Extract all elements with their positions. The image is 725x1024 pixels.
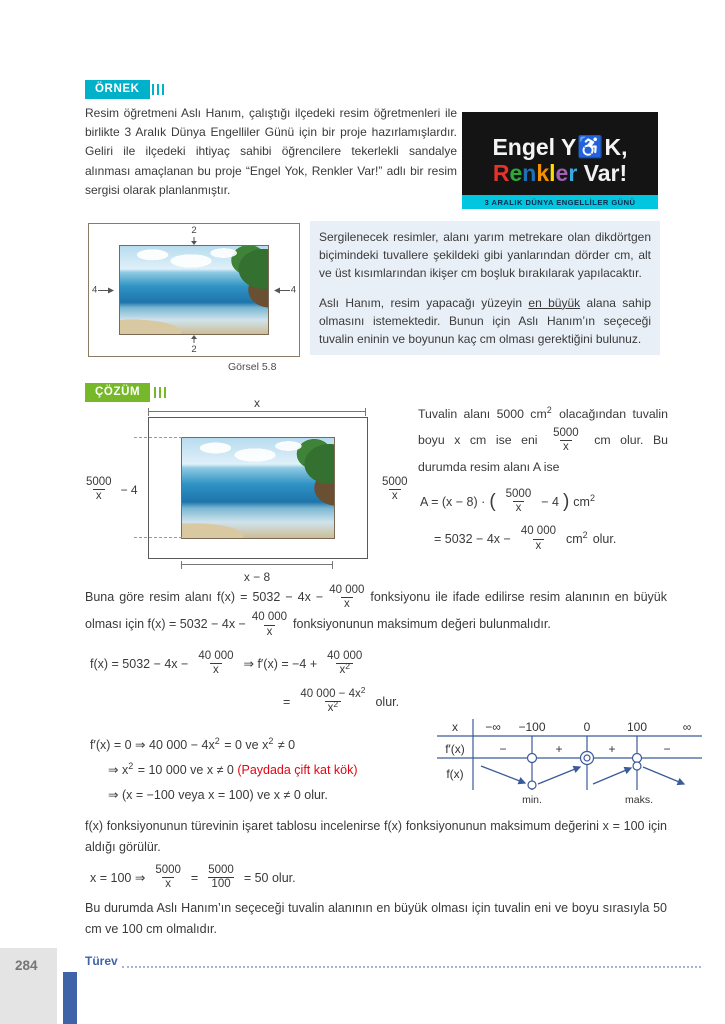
cozum-badge-label: ÇÖZÜM: [95, 386, 141, 398]
left-margin-annotation: [92, 285, 115, 296]
poster-letter: R: [492, 159, 510, 186]
poster: [462, 112, 658, 209]
underlined-en-buyuk: en büyük: [528, 295, 581, 310]
fraction: $\frac{40 000}{x}$: [329, 584, 365, 611]
diagram-painting: [181, 437, 335, 539]
svg-text:−100: −100: [518, 720, 546, 734]
poster-title-line2: [493, 160, 627, 186]
solution-paragraph-1: Tuvalin alanı 5000 $cm^2$ olacağından tuvalin boyu x cm ise eni $\frac{5000}{x}$ cm olur. Bu durumda resim alanı A ise: [418, 405, 668, 474]
problem-statement: [310, 221, 660, 355]
fraction: $\frac{5000}{x}$: [382, 476, 408, 503]
ornek-badge-stripes-icon: [152, 84, 166, 95]
poster-text-k: K,: [604, 133, 628, 160]
poster-letter: r: [568, 159, 578, 186]
page-number: 284: [15, 958, 38, 973]
fraction: $\frac{40 000}{x^2}$: [327, 650, 363, 677]
table-analysis-paragraph: f(x) fonksiyonunun türevinin işaret tablosu incelenirse f(x) fonksiyonunun maksimum değerini x = 100 için aldığı görülür.: [85, 819, 667, 854]
poster-strip: 3 ARALIK DÜNYA ENGELLİLER GÜNÜ: [462, 195, 658, 209]
arrow-up-icon: [190, 335, 198, 343]
poster-text-var: Var!: [577, 159, 628, 186]
canvas-frame: [88, 223, 300, 357]
ornek-badge: [85, 80, 150, 99]
bottom-margin-annotation: [190, 335, 198, 355]
diagram-x-label: x: [254, 396, 260, 410]
solution-text-column: [418, 402, 668, 553]
poster-letter: e: [509, 159, 523, 186]
table-min-label: min.: [522, 794, 542, 806]
poster-letter: l: [549, 159, 556, 186]
footer: [85, 954, 701, 968]
svg-text:−∞: −∞: [485, 720, 501, 734]
diagram-bottom-label: x − 8: [243, 570, 271, 584]
fraction: 5000 x: [505, 487, 532, 515]
poster-title-line1: [492, 135, 627, 160]
fraction: $\frac{5000}{x}$: [553, 427, 579, 454]
canvas-figure: [88, 223, 300, 375]
figure-caption: Görsel 5.8: [228, 361, 277, 373]
fx-definition-paragraph: Buna göre resim alanı f(x) = 5032 − 4x − $\frac{40 000}{x}$ fonksiyonu ile ifade edilirse resim alanının en büyük olması için f(x) = 5032 − 4x − $\frac{40 000}{x}$ fonksiyonunun maksimum değeri bulunmalıdır.: [85, 584, 667, 638]
svg-text:∞: ∞: [682, 720, 692, 734]
problem-paragraph-1: Sergilenecek resimler, alanı yarım metrekare olan dikdörtgen biçimindeki tuvallere şekildeki gibi yanlarından dörder cm, alt ve üst kısımlarından ikişer cm boşluk bırakılarak yapılacaktır.: [319, 230, 651, 281]
right-margin-value: 4: [290, 284, 296, 296]
problem-2-post: alana sahip olmasını istemektedir. Bunun için Aslı Hanım’ın seçeceği tuvalin eninin ve boyunun kaç cm olması gerektiğini bulunuz.: [319, 295, 651, 347]
fraction: $\frac{5000}{100}$: [208, 864, 234, 891]
svg-text:+: +: [555, 742, 563, 756]
fraction: $\frac{40 000}{x}$: [520, 525, 556, 552]
roots-line-1: f′(x) = 0 ⇒ 40 $000 - 4x^2 = 0$ ve $x^2 \ne 0$: [90, 736, 296, 752]
left-margin-value: 4: [92, 284, 98, 296]
top-margin-annotation: [190, 225, 198, 245]
diagram-right-label: [376, 476, 414, 503]
arrow-left-icon: [273, 286, 290, 294]
poster-letter: e: [555, 159, 569, 186]
fraction: $\frac{5000}{x}$: [155, 864, 181, 891]
top-margin-value: 2: [191, 225, 197, 236]
arrow-down-icon: [190, 237, 198, 245]
diagram-dashed-guide-bottom: [134, 537, 182, 538]
footer-blue-bar: [63, 972, 77, 1024]
diagram-bottom-measure-line: [181, 564, 333, 565]
sign-table: [437, 716, 702, 808]
svg-text:−: −: [499, 742, 507, 756]
intro-paragraph: Resim öğretmeni Aslı Hanım, çalıştığı ilçedeki resim öğretmenleri ile birlikte 3 Aralık Dünya Engelliler Günü için bir proje hazırlamışlardır. Geliri ile ilçedeki ihtiyaç sahibi öğrencilere tekerlekli sandalye alınması amaçlanan bu proje “Engel Yok, Renkler Var!” adlı bir resim sergisi olarak planlanmıştır.: [85, 106, 457, 197]
svg-text:100: 100: [626, 720, 648, 734]
derivative-equation: f(x) = 5032 − 4x − $\frac{40 000}{x}$ ⇒ f′(x) = −4 + $\frac{40 000}{x^2}$: [90, 650, 368, 677]
solution-diagram: [80, 396, 425, 592]
poster-text-engel-y: Engel Y: [492, 133, 577, 160]
final-computation: x = 100 ⇒ $\frac{5000}{x}$ = $\frac{5000}{100}$ = 50 olur.: [90, 864, 296, 891]
table-row-f: f(x): [446, 767, 464, 781]
ornek-badge-label: ÖRNEK: [95, 83, 140, 95]
fraction: 5000 x: [86, 476, 112, 503]
fraction: $\frac{40 000}{x}$: [251, 611, 288, 638]
fraction: $\frac{40 000 - 4x^2}{x^2}$: [300, 685, 366, 715]
diagram-left-tail: − 4: [120, 482, 138, 497]
table-row-x: x: [452, 720, 458, 734]
svg-text:0: 0: [583, 720, 591, 734]
wheelchair-icon: ♿: [577, 135, 604, 159]
poster-letter: k: [536, 159, 550, 186]
right-margin-annotation: [273, 285, 296, 296]
derivative-simplified-equation: = $\frac{40 000 - 4x^2}{x^2}$ olur.: [283, 685, 400, 715]
roots-line-3: ⇒ (x = −100 veya x = 100) ve x ≠ 0 olur.: [108, 788, 328, 802]
poster-letter: n: [522, 159, 537, 186]
equation-area-A: A = (x − 8) · ( 5000 x − 4 ) $cm^2$: [420, 487, 595, 515]
red-note: (Paydada çift kat kök): [237, 763, 358, 777]
arrow-right-icon: [98, 286, 115, 294]
svg-text:+: +: [608, 742, 616, 756]
svg-text:−: −: [663, 742, 671, 756]
footer-dotted-line: [122, 955, 701, 968]
diagram-dashed-guide-top: [134, 437, 182, 438]
footer-chapter-label: Türev: [85, 954, 118, 968]
problem-2-pre: Aslı Hanım, resim yapacağı yüzeyin: [319, 295, 529, 310]
equation-area-A2: = 5032 − 4x − $\frac{40 000}{x}$ $cm^2$ olur.: [434, 525, 617, 552]
diagram-left-label: [80, 476, 138, 503]
roots-line-2: ⇒ $x^2 = 10$ 000 ve x ≠ 0 (Paydada çift kat kök): [108, 761, 358, 777]
conclusion-paragraph: Bu durumda Aslı Hanım’ın seçeceği tuvalin alanının en büyük olması için tuvalin eni ve boyu sırasıyla 50 cm ve 100 cm olmalıdır.: [85, 901, 667, 936]
table-maks-label: maks.: [624, 794, 654, 806]
problem-paragraph-2: [319, 294, 651, 349]
fraction: $\frac{40 000}{x}$: [198, 650, 234, 677]
table-row-fprime: f′(x): [445, 742, 465, 756]
bottom-margin-value: 2: [191, 344, 197, 355]
diagram-x-measure-line: [148, 411, 366, 412]
seascape-painting: [119, 245, 269, 335]
